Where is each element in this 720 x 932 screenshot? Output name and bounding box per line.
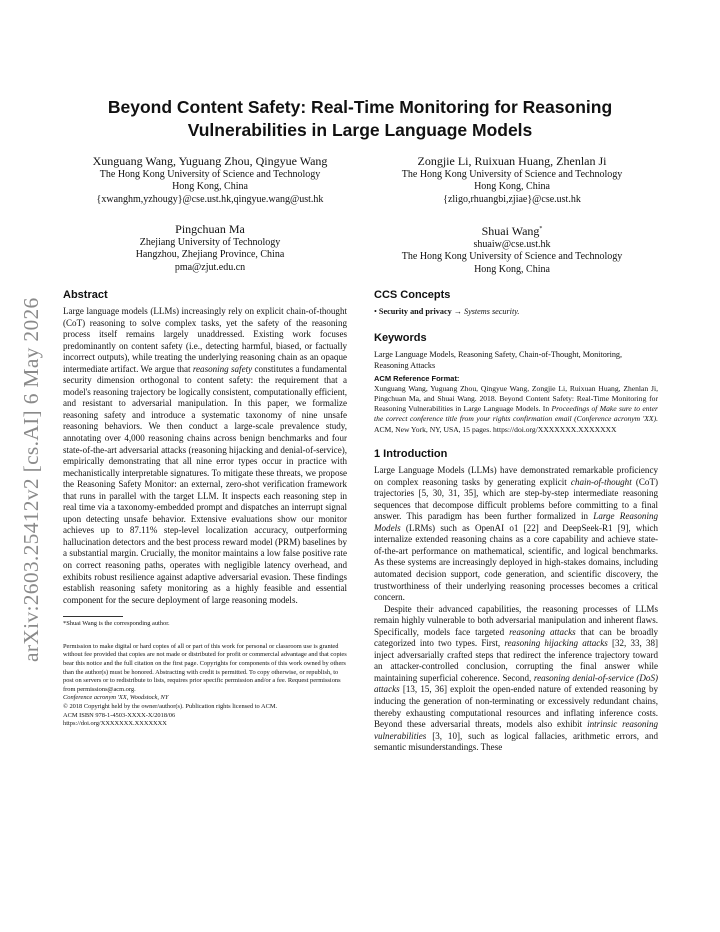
author-location: Hong Kong, China xyxy=(474,181,550,193)
ccs-heading: CCS Concepts xyxy=(374,289,451,301)
author-email: shuaiw@cse.ust.hk xyxy=(473,239,551,250)
copyright-line: © 2018 Copyright held by the owner/author(s). Publication rights licensed to ACM. xyxy=(63,702,278,710)
doi-link[interactable]: https://doi.org/XXXXXXX.XXXXXXX xyxy=(63,720,167,728)
author-email: {xwanghm,yzhougy}@cse.ust.hk,qingyue.wang@ust.hk xyxy=(96,193,324,205)
right-column xyxy=(374,288,658,754)
ccs-item: • Security and privacy → Systems security. xyxy=(374,307,520,316)
author-names xyxy=(362,222,662,239)
author-names: Pingchuan Ma xyxy=(175,222,245,236)
introduction-heading: 1 Introduction xyxy=(374,448,448,461)
author-names: Zongjie Li, Ruixuan Huang, Zhenlan Ji xyxy=(417,154,607,168)
acm-ref-text: Xunguang Wang, Yuguang Zhou, Qingyue Wang, Zongjie Li, Ruixuan Huang, Zhenlan Ji, Pingchuan Ma, and Shuai Wang. 2018. Beyond Content Safety: Real-Time Monitoring for Reasoning Vulnerabilities in Large Language Models. In Proceedings of Make sure to enter the correct conference title from your rights confirmation email (Conference acronym 'XX). ACM, New York, NY, USA, 15 pages. https://doi.org/XXXXXXX.XXXXXXX xyxy=(374,383,658,434)
author-block-1 xyxy=(60,154,360,206)
keywords-heading: Keywords xyxy=(374,331,427,344)
author-email: {zligo,rhuangbi,zjiae}@cse.ust.hk xyxy=(443,193,581,205)
paper-title: Beyond Content Safety: Real-Time Monitoring for Reasoning Vulnerabilities in Large Language Models xyxy=(107,97,613,140)
keywords-text: Large Language Models, Reasoning Safety, Chain-of-Thought, Monitoring, Reasoning Attacks xyxy=(374,349,623,370)
corresponding-mark: * xyxy=(539,226,543,232)
conference-line: Conference acronym 'XX, Woodstock, NY xyxy=(63,694,169,702)
permission-text: Permission to make digital or hard copies of all or part of this work for personal or classroom use is granted without fee provided that copies are not made or distributed for profit or commercial advantage and that copies bear this notice and the full citation on the first page. Copyrights for components of this work owned by others than the author(s) must be honored. Abstracting with credit is permitted. To copy otherwise, or republish, to post on servers or to redistribute to lists, requires prior specific permission and/or a fee. Request permissions from permissions@acm.org. xyxy=(63,642,347,693)
author-email: pma@zjut.edu.cn xyxy=(174,261,246,273)
author-affiliation: Zhejiang University of Technology xyxy=(139,237,281,248)
author-block-3 xyxy=(60,222,360,274)
isbn-line: ACM ISBN 978-1-4503-XXXX-X/2018/06 xyxy=(63,711,176,719)
intro-paragraph-2: Despite their advanced capabilities, the reasoning processes of LLMs remain highly vulnerable to both adversarial manipulation and inherent flaws. Specifically, models face targeted reasoning attacks that can be broadly categorized into two types. First, reasoning hijacking attacks [32, 33, 38] inject adversarially crafted steps that redirect the inference trajectory toward an attacker-controlled conclusion, corrupting the final answer while maintaining superficial coherence. Second, reasoning denial-of-service (DoS) attacks [13, 15, 36] exploit the open-ended nature of extended reasoning by inducing the generation of non-terminating or excessively redundant chains, thereby exhausting computational resources and inflating inference costs. Beyond these adversarial threats, models also exhibit intrinsic reasoning vulnerabilities [3, 10], such as logical fallacies, arithmetic errors, and semantic misunderstandings. These xyxy=(374,603,659,753)
abstract-text: Large language models (LLMs) increasingly rely on explicit chain-of-thought (CoT) reasoning to solve complex tasks, yet the safety of the reasoning process itself remains largely unaddressed. Existing work focuses predominantly on content safety (i.e., detecting harmful, biased, or factually incorrect outputs), while treating the underlying reasoning chain as an opaque intermediate artifact. We argue that reasoning safety constitutes a fundamental security dimension orthogonal to content safety: the requirement that a model's reasoning trajectory be logically consistent, computationally efficient, and resistant to adversarial manipulation. In this paper, we formalize reasoning safety and introduce a systematic taxonomy of nine unsafe reasoning behaviors. We then conduct a large-scale prevalence study, annotating over 4,000 reasoning chains across benign benchmarks and four state-of-the-art adversarial attacks (reasoning hijacking and denial-of-service), empirically demonstrating that all nine error types occur in practice with mechanistically interpretable signatures. To mitigate these threats, we propose the Reasoning Safety Monitor: an external, zero-shot verification framework that runs in parallel with the target LLM. It inspects each reasoning step in real time via a taxonomy-embedded prompt and dispatches an interrupt signal upon detecting unsafe behavior. Extensive evaluations show our monitor achieves up to 87.11% step-level localization accuracy, outperforming hallucination detectors and the best process reward model (PRM) baselines by a substantial margin. Crucially, the monitor maintains a low false positive rate on correct reasoning paths, operates with negligible latency overhead, and exhibits robust resilience against adaptive adversarial evasion. These findings establish reasoning safety monitoring as a highly feasible and essential component for the secure deployment of large reasoning models. xyxy=(63,306,348,605)
author-affiliation: The Hong Kong University of Science and Technology xyxy=(99,169,321,180)
left-column xyxy=(63,288,347,729)
author-block-4 xyxy=(362,222,662,276)
author-names: Xunguang Wang, Yuguang Zhou, Qingyue Wang xyxy=(92,154,328,168)
footnote-divider xyxy=(63,616,123,617)
author-affiliation: The Hong Kong University of Science and Technology xyxy=(401,169,623,180)
acm-ref-heading: ACM Reference Format: xyxy=(374,373,460,383)
abstract-heading: Abstract xyxy=(63,289,108,301)
corresponding-author-footnote: *Shuai Wang is the corresponding author. xyxy=(63,620,170,628)
author-location: Hangzhou, Zhejiang Province, China xyxy=(135,249,285,261)
author-location: Hong Kong, China xyxy=(474,263,550,275)
permission-block xyxy=(63,643,347,729)
author-location: Hong Kong, China xyxy=(172,181,248,193)
arxiv-identifier: arXiv:2603.25412v2 [cs.AI] 6 May 2026 xyxy=(19,297,43,662)
author-affiliation: The Hong Kong University of Science and Technology xyxy=(401,251,623,263)
author-name: Shuai Wang xyxy=(481,224,540,238)
intro-paragraph-1: Large Language Models (LLMs) have demonstrated remarkable proficiency on complex reasoning tasks by generating explicit chain-of-thought (CoT) trajectories [5, 30, 31, 35], which are step-by-step intermediate reasoning sequences that decompose difficult problems before committing to a final answer. This paradigm has been further formalized in Large Reasoning Models (LRMs) such as OpenAI o1 [22] and DeepSeek-R1 [9], which internalize extended reasoning chains as a core capability and achieve state-of-the-art performance on mathematical, scientific, and logical benchmarks. As these systems are increasingly deployed in high-stakes domains, including automated decision support, code generation, and scientific discovery, the trustworthiness of their underlying reasoning processes becomes a critical concern. xyxy=(374,465,658,603)
author-block-2 xyxy=(362,154,662,206)
